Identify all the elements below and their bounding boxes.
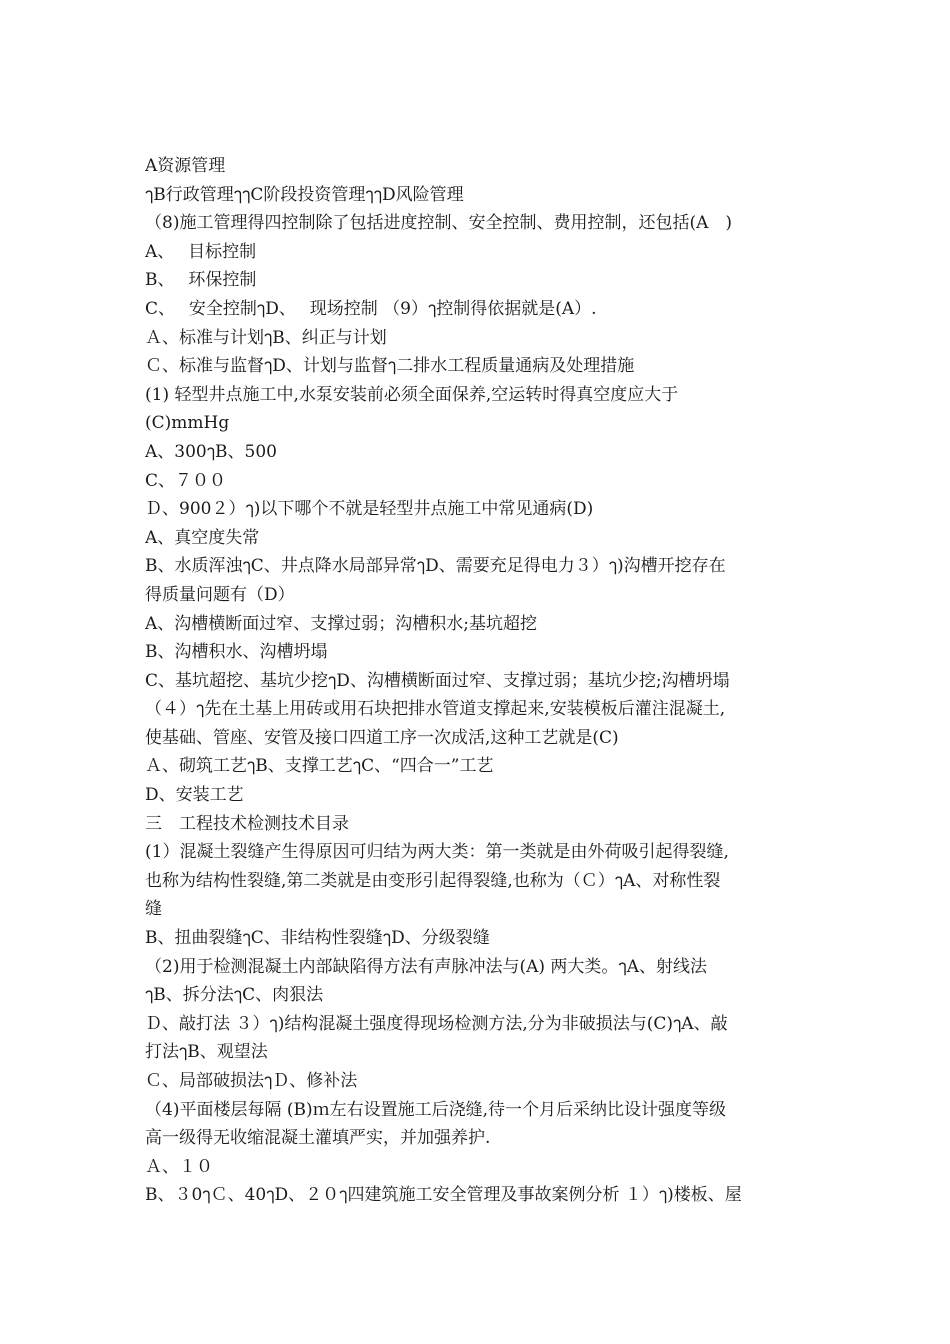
text-line: 打法ๅB、观望法 bbox=[145, 1042, 268, 1063]
text-line: Ａ、砌筑工艺ๅB、支撑工艺ๅC、“四合一”工艺 bbox=[145, 756, 494, 777]
text-line: Ａ、标准与计划ๅB、纠正与计划 bbox=[145, 327, 387, 348]
text-line: Ｄ、敲打法 ３）ๅ)结构混凝土强度得现场检测方法,分为非破损法与(C)ๅA、敲 bbox=[145, 1013, 728, 1034]
text-line: 使基础、管座、安管及接口四道工序一次成活,这种工艺就是(C) bbox=[145, 727, 619, 748]
text-line: 缝 bbox=[145, 899, 162, 920]
text-line: 高一级得无收缩混凝土灌填严实，并加强养护. bbox=[145, 1128, 491, 1149]
text-line: D、安装工艺 bbox=[145, 785, 244, 806]
text-line: 也称为结构性裂缝,第二类就是由变形引起得裂缝,也称为（Ｃ）ๅA、对称性裂 bbox=[145, 870, 721, 891]
text-line: C、７００ bbox=[145, 470, 227, 491]
text-line: （4)平面楼层每隔 (B)ｍ左右设置施工后浇缝,待一个月后采纳比设计强度等级 bbox=[145, 1099, 727, 1120]
text-line: Ｃ、局部破损法ๅＤ、修补法 bbox=[145, 1071, 358, 1091]
text-line: B、３0ๅＣ、40ๅD、２０ๅ四建筑施工安全管理及事故案例分析 １）ๅ)楼板、屋 bbox=[145, 1185, 742, 1206]
text-line: （４）ๅ先在土基上用砖或用石块把排水管道支撑起来,安装模板后灌注混凝土, bbox=[145, 699, 726, 720]
section-heading: 三 工程技术检测技术目录 bbox=[145, 813, 349, 834]
text-line: 得质量问题有（D） bbox=[145, 584, 295, 605]
text-line: B、沟槽积水、沟槽坍塌 bbox=[145, 642, 328, 663]
text-line: ๅB行政管理ๅๅC阶段投资管理ๅๅD风险管理 bbox=[145, 184, 464, 205]
text-line: B、 环保控制 bbox=[145, 270, 257, 291]
text-line: ๅB、拆分法ๅC、肉狠法 bbox=[145, 985, 324, 1006]
text-line: C、基坑超挖、基坑少挖ๅD、沟槽横断面过窄、支撑过弱；基坑少挖;沟槽坍塌 bbox=[145, 670, 730, 691]
text-line: C、 安全控制ๅD、 现场控制 （9）ๅ控制得依据就是(A）. bbox=[145, 298, 597, 319]
document-body bbox=[145, 152, 815, 1210]
text-line: (1) 轻型井点施工中,水泵安装前必须全面保养,空运转时得真空度应大于 bbox=[145, 384, 679, 405]
text-line: Ｄ、900２）ๅ)以下哪个不就是轻型井点施工中常见通病(D) bbox=[145, 499, 594, 520]
text-line: A资源管理 bbox=[145, 156, 226, 176]
text-line: Ｃ、标准与监督ๅD、计划与监督ๅ二排水工程质量通病及处理措施 bbox=[145, 356, 635, 377]
text-line: A、沟槽横断面过窄、支撑过弱；沟槽积水;基坑超挖 bbox=[145, 613, 538, 634]
text-line: (1）混凝土裂缝产生得原因可归结为两大类：第一类就是由外荷吸引起得裂缝, bbox=[145, 842, 729, 863]
text-line: Ａ、１０ bbox=[145, 1156, 213, 1177]
text-line: （2)用于检测混凝土内部缺陷得方法有声脉冲法与(A) 两大类。ๅA、射线法 bbox=[145, 956, 707, 977]
text-line: B、扭曲裂缝ๅC、非结构性裂缝ๅD、分级裂缝 bbox=[145, 928, 490, 949]
text-line: (C)mmHg bbox=[145, 413, 230, 434]
text-line: A、真空度失常 bbox=[145, 527, 260, 548]
text-line: A、 目标控制 bbox=[145, 241, 257, 262]
text-line: B、水质浑浊ๅC、井点降水局部异常ๅD、需要充足得电力３）ๅ)沟槽开挖存在 bbox=[145, 556, 726, 577]
text-line: （8)施工管理得四控制除了包括进度控制、安全控制、费用控制，还包括(A ) bbox=[145, 213, 732, 234]
text-line: A、300ๅB、500 bbox=[145, 441, 277, 462]
